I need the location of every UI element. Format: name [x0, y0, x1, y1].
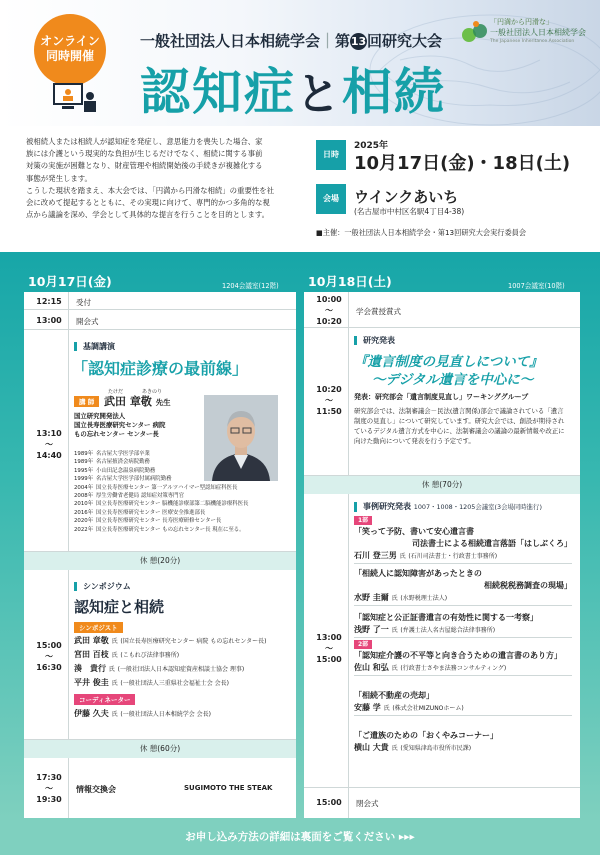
panelist: 宮田 百枝 氏 (こもれび法律事務所): [74, 650, 180, 659]
time-sep: 〜: [325, 396, 333, 405]
schedule-row: [24, 292, 296, 310]
career-item: 1999年 名古屋大学医学部付属病院勤務: [74, 476, 172, 483]
row-label: 受付: [76, 298, 91, 307]
logo-tagline: 「円満から円滑な」: [490, 18, 553, 26]
career-item: 2020年 国立長寿医療研究センター 長寿医療研修センター長: [74, 518, 222, 525]
research-presenter: 発表：研究部会「遺言制度見直し」ワーキンググループ: [354, 393, 529, 401]
speaker-ruby-family: たけだ: [108, 389, 124, 395]
intro-line: 被相続人または相続人が認知症を発症し、意思能力を喪失した場合、家: [26, 137, 263, 146]
time-range: [310, 632, 348, 665]
time-range: [30, 772, 68, 805]
case-item: 「相続人に認知障害があったときの 相続税税務調査の現場」 水野 圭爾 氏 (水野税理士法人): [354, 568, 572, 606]
award-row: [304, 292, 580, 328]
speaker-ruby-given: あきのり: [142, 389, 163, 395]
coordinator: 伊藤 久夫 氏 (一般社団法人日本相続学会 会長): [74, 709, 211, 718]
intro-line: こうした現状を踏まえ、本大会では、「円満から円滑な相続」の重要性を社: [26, 185, 275, 195]
panelist: 平井 俊圭 氏 (一般社団法人三重県社会福祉士会 会長): [74, 678, 229, 687]
aff-line: 国立研究開発法人: [74, 412, 126, 420]
badge-line2: 同時開催: [45, 49, 94, 63]
break-bar: 休 憩(20分): [24, 552, 296, 570]
day2-room: 1007会議室(10階): [508, 282, 565, 290]
time-start: 10:20: [316, 385, 342, 394]
speaker-career: [74, 450, 248, 534]
award-label: 学会賞授賞式: [356, 307, 401, 316]
time-start: 17:30: [36, 773, 62, 782]
research-title: 『遺言制度の見直しについて』: [354, 354, 543, 370]
networking-venue: SUGIMOTO THE STEAK: [184, 784, 273, 792]
time-sep: 〜: [45, 652, 53, 661]
time-start: 13:10: [36, 429, 62, 438]
venue-row: [316, 184, 586, 218]
case-item: 「ご遺族のための「おくやみコーナー」 横山 大貴 氏 (愛知県津島市役所市民課): [354, 731, 498, 752]
case-study-label: 事例研究発表 1007・1008・1205会議室(3会場同時進行): [354, 502, 542, 512]
symposium-title: 認知症と相続: [74, 598, 165, 616]
career-item: 1989年 名古屋掖済会病院勤務: [74, 459, 150, 466]
title-connector: と: [296, 69, 342, 120]
research-description: 研究部会では、法制審議会－民法(遺言関係)部会で議論されている「遺言制度の見直し」について研究しています。研究大会では、創設が期待されているデジタル遺言方式を中心に、法制審議会の議論の最新情報や改正に向けた動向について発表を行う予定です。: [354, 407, 565, 445]
case-item: 「相続不動産の売却」 安藤 学 氏 (株式会社MIZUNOホーム): [354, 690, 572, 716]
intro-line: 族には介護という現実的な負担が生じるだけでなく、相続に関する事前: [26, 149, 263, 159]
time-start: 10:00: [316, 295, 342, 304]
networking-label: 情報交換会: [76, 785, 116, 794]
time-end: 19:30: [36, 795, 62, 804]
time-start: 13:00: [316, 633, 342, 642]
day1-header: 10月17日(金): [28, 274, 112, 289]
event-dates: 10月17日(金)・18日(土): [354, 153, 571, 174]
speaker-honorific: 先生: [155, 398, 171, 407]
group-badge: 1部: [354, 516, 372, 525]
case-study-rooms: 1007・1008・1205会議室(3会場同時進行): [413, 503, 542, 511]
career-item: 2022年 国立長寿医療研究センター もの忘れセンター長 現在に至る。: [74, 526, 245, 533]
edition-pre: 第: [335, 32, 351, 50]
badge-line1: オンライン: [40, 34, 100, 48]
break-bar: 休 憩(60分): [24, 740, 296, 758]
group-badge: 2部: [354, 640, 372, 649]
coordinator-tag: コーディネーター: [74, 694, 135, 705]
career-item: 1989年 名古屋大学医学部卒業: [74, 451, 150, 457]
time: 15:00: [316, 798, 342, 807]
header: [0, 0, 600, 126]
closing-row: [304, 788, 580, 818]
time-range: [30, 428, 68, 461]
title-part-b: 相続: [342, 63, 446, 121]
schedule-row: [24, 310, 296, 330]
time-end: 11:50: [316, 407, 342, 416]
speaker-affiliation: [74, 412, 165, 439]
time-sep: 〜: [45, 784, 53, 793]
intro-line: 対策の実施が困難となり、財産管理や相続開始後の手続きが複雑化する: [26, 161, 263, 171]
time-sep: 〜: [45, 440, 53, 449]
sponsor-line: ■主催：一般社団法人日本相続学会・第13回研究大会実行委員会: [316, 228, 527, 237]
intro-line: 事態が発生します。: [26, 173, 92, 183]
online-meeting-icon: [52, 82, 98, 114]
host-name: 一般社団法人日本相続学会: [140, 32, 321, 50]
schedule-section: [0, 252, 600, 822]
keynote-label: 基調講演: [74, 342, 115, 351]
main-title: [140, 52, 446, 124]
time-range: [310, 294, 348, 327]
footer-note: お申し込み方法の詳細は裏面をご覧ください ▸▸▸: [0, 822, 600, 855]
aff-line: 国立長寿医療研究センター 病院: [74, 421, 166, 429]
venue-address: (名古屋市中村区名駅4丁目4-38): [354, 207, 465, 216]
career-item: 2016年 国立長寿医療研究センター 医療安全推進部長: [74, 509, 206, 516]
logo-name: 一般社団法人日本相続学会: [490, 28, 586, 37]
day2-schedule: [304, 292, 580, 818]
time-sep: 〜: [325, 644, 333, 653]
aff-line: もの忘れセンター センター長: [74, 430, 159, 438]
career-item: 2010年 国立長寿医療研究センター 脳機能診療部第二脳機能診療科医長: [74, 501, 249, 508]
date-row: [316, 140, 586, 174]
keynote-block: [24, 330, 296, 552]
keynote-title: 「認知症診療の最前線」: [72, 359, 249, 378]
edition-post: 回研究大会: [367, 32, 443, 50]
time-range: [30, 640, 68, 673]
symposium-block: [24, 570, 296, 740]
research-label: 研究発表: [354, 336, 395, 345]
panelist: 武田 章敬 氏 (国立長寿医療研究センター 病院 もの忘れセンター長): [74, 636, 267, 645]
speaker-name: [104, 393, 171, 409]
online-badge: [34, 14, 106, 86]
venue-name: ウインクあいち: [354, 188, 459, 206]
intro-text: [26, 136, 308, 221]
case-item: 「認知症介護の不平等と向き合うための遺言書のあり方」 佐山 和弘 氏 (行政書士さやま法務コンサルティング): [354, 650, 572, 676]
time-sep: 〜: [325, 306, 333, 315]
career-item: 2008年 厚生労働省老健局 認知症対策専門官: [74, 493, 184, 500]
day2-header: 10月18日(土): [308, 274, 392, 289]
title-part-a: 認知症: [140, 63, 296, 121]
venue-label: 会場: [316, 184, 346, 214]
research-block: [304, 328, 580, 476]
panelist-tag: シンポジスト: [74, 622, 123, 633]
host-line: 一般社団法人日本相続学会｜第13回研究大会: [140, 32, 443, 50]
row-label: 開会式: [76, 317, 99, 326]
date-label: 日時: [316, 140, 346, 170]
speaker-tag: 講 師: [74, 396, 99, 407]
day1-schedule: [24, 292, 296, 818]
panelist: 湊 貴行 氏 (一般社団法人日本認知症資産相談士協会 理事): [74, 664, 245, 673]
time: 13:00: [36, 316, 62, 325]
event-year: 2025年: [354, 141, 389, 151]
case-item: 「認知症と公正証書遺言の有効性に関する一考察」 浅野 了一 氏 (弁護士法人名古屋総合法律事務所): [354, 612, 572, 638]
time-start: 15:00: [36, 641, 62, 650]
time-end: 16:30: [36, 663, 62, 672]
time-range: [310, 384, 348, 417]
closing-label: 閉会式: [356, 799, 379, 808]
break-bar: 休 憩(70分): [304, 476, 580, 494]
speaker-full-name: 武田 章敬: [104, 395, 152, 408]
logo-english: The Japanese Inheritance Association: [490, 39, 575, 44]
networking-block: [24, 758, 296, 818]
edition-number: 13: [350, 35, 367, 48]
case-item: 「笑って予防、書いて安心遺言書 司法書士による相続遺言落語「はしぶくろ」 石川 登三男 氏 (石川司法書士・行政書士事務所): [354, 526, 572, 564]
career-item: 1995年 小山田記念温泉病院勤務: [74, 467, 156, 474]
time-end: 14:40: [36, 451, 62, 460]
symposium-label: シンポジウム: [74, 582, 131, 591]
day1-room: 1204会議室(12階): [222, 282, 279, 290]
time-end: 10:20: [316, 317, 342, 326]
research-subtitle: 〜デジタル遺言を中心に〜: [372, 372, 534, 388]
logo-mark-icon: [460, 18, 490, 48]
career-item: 2004年 国立長寿医療センター 第一アルツハイマー型認知症科医長: [74, 484, 238, 491]
time-end: 15:00: [316, 655, 342, 664]
intro-line: 会に改めて提起するとともに、その実現に向けて、専門的かつ多角的な視: [26, 198, 270, 208]
intro-line: 点から議論を深め、学会として具体的な提言を行うことを目的とします。: [26, 210, 270, 220]
time: 12:15: [36, 297, 62, 306]
case-study-block: [304, 494, 580, 788]
